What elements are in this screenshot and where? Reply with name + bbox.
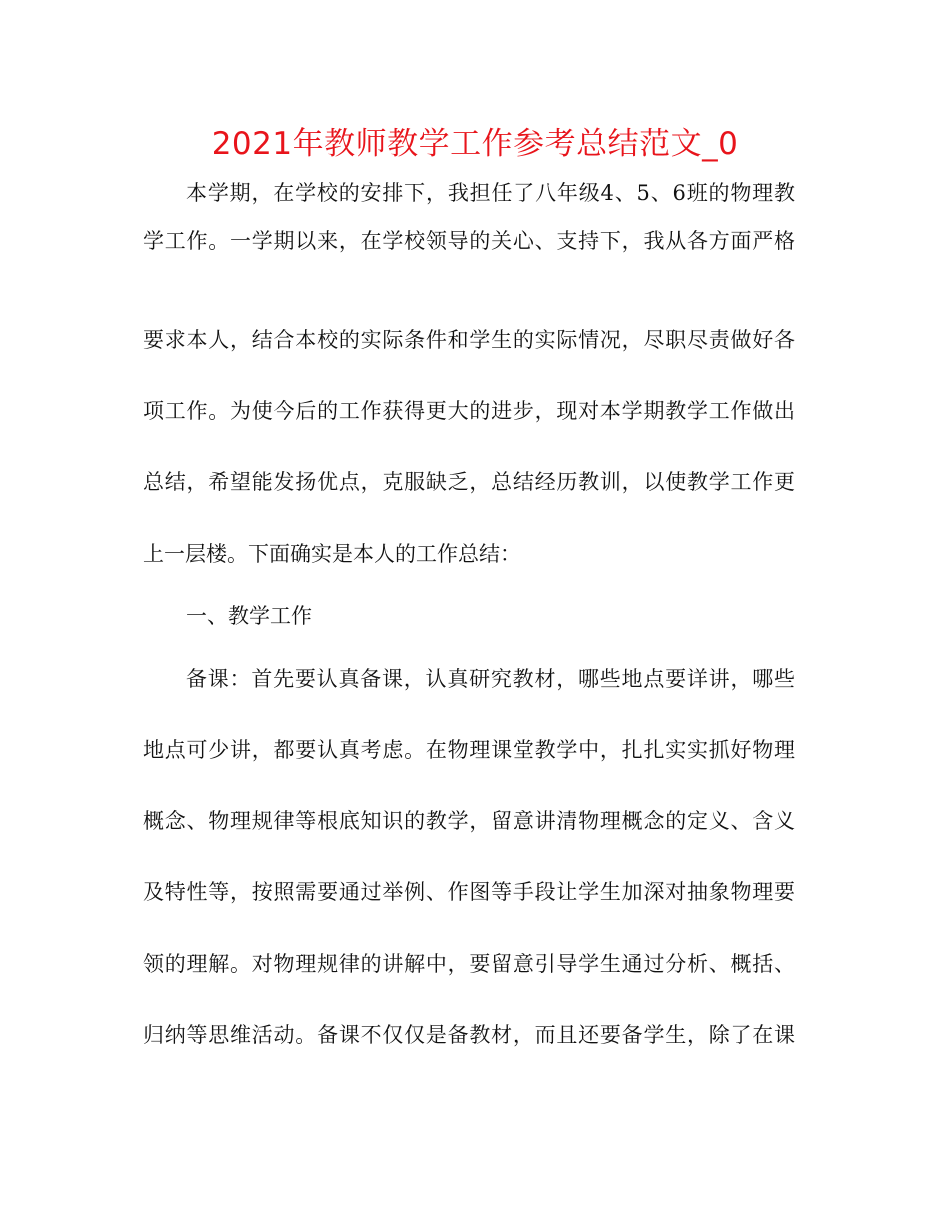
- paragraph-2-line-1: 备课：首先要认真备课，认真研究教材，哪些地点要详讲，哪些: [186, 667, 795, 691]
- paragraph-2-line-4: 及特性等，按照需要通过举例、作图等手段让学生加深对抽象物理要: [143, 880, 795, 904]
- paragraph-1-line-2: 学工作。一学期以来，在学校领导的关心、支持下，我从各方面严格: [143, 229, 795, 253]
- paragraph-2-line-3: 概念、物理规律等根底知识的教学，留意讲清物理概念的定义、含义: [143, 809, 795, 833]
- paragraph-2-line-5: 领的理解。对物理规律的讲解中，要留意引导学生通过分析、概括、: [143, 952, 795, 976]
- document-title: 2021年教师教学工作参考总结范文_0: [211, 126, 739, 162]
- paragraph-1-line-4: 项工作。为使今后的工作获得更大的进步，现对本学期教学工作做出: [143, 399, 795, 423]
- section-heading: 一、教学工作: [186, 604, 312, 628]
- paragraph-1-line-1: 本学期，在学校的安排下，我担任了八年级4、5、6班的物理教: [186, 181, 795, 205]
- paragraph-1-line-3: 要求本人，结合本校的实际条件和学生的实际情况，尽职尽责做好各: [143, 328, 795, 352]
- paragraph-1-line-5: 总结，希望能发扬优点，克服缺乏，总结经历教训，以使教学工作更: [143, 470, 795, 494]
- paragraph-2-line-2: 地点可少讲，都要认真考虑。在物理课堂教学中，扎扎实实抓好物理: [143, 738, 795, 762]
- paragraph-2-line-6: 归纳等思维活动。备课不仅仅是备教材，而且还要备学生，除了在课: [143, 1023, 795, 1047]
- paragraph-1-line-6: 上一层楼。下面确实是本人的工作总结：: [143, 542, 521, 566]
